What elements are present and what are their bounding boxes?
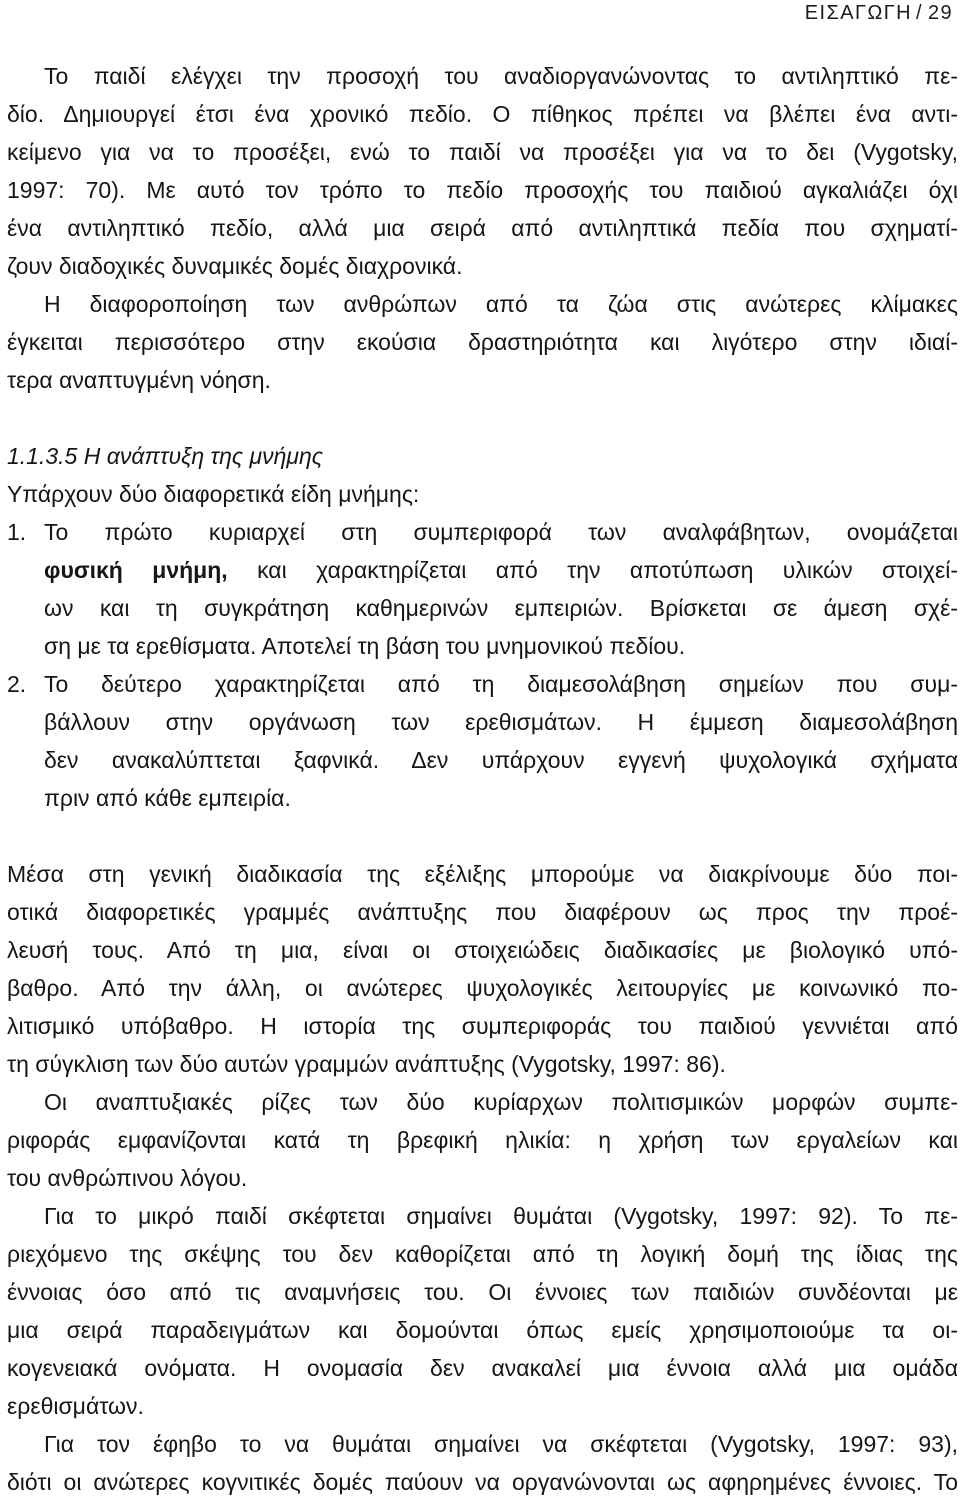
line-text: πριν από κάθε εμπειρία.	[44, 785, 291, 811]
line-text: ριφοράς εμφανίζονται κατά τη βρεφική ηλικία: η χρήση των εργαλείων και	[7, 1127, 958, 1153]
text-line	[7, 1463, 958, 1501]
line-text: ερεθισμάτων.	[7, 1393, 144, 1419]
text-line	[7, 1083, 958, 1121]
text-line	[7, 1235, 958, 1273]
line-text: Για το μικρό παιδί σκέφτεται σημαίνει θυμάται (Vygotsky, 1997: 92). Το πε-	[44, 1203, 958, 1229]
section-heading	[7, 437, 958, 475]
text-line	[7, 627, 958, 665]
text-line	[7, 1387, 958, 1425]
line-text: έννοιας όσο από τις αναμνήσεις του. Οι έννοιες των παιδιών συνδέονται με	[7, 1279, 958, 1305]
line-text: μια σειρά παραδειγμάτων και δομούνται όπως εμείς χρησιμοποιούμε τα οι-	[7, 1317, 958, 1343]
line-text: Το παιδί ελέγχει την προσοχή του αναδιοργανώνοντας το αντιληπτικό πε-	[44, 63, 958, 89]
line-text: Οι αναπτυξιακές ρίζες των δύο κυρίαρχων πολιτισμικών μορφών συμπε-	[44, 1089, 958, 1115]
text-line	[7, 171, 958, 209]
running-header-title: ΕΙΣΑΓΩΓΗ	[804, 2, 912, 24]
section-heading-text: 1.1.3.5 Η ανάπτυξη της μνήμης	[7, 443, 323, 469]
line-text	[44, 557, 958, 583]
text-line	[7, 1425, 958, 1463]
page-body	[7, 57, 958, 1501]
list-marker: 1.	[7, 519, 27, 545]
line-text: δεν ανακαλύπτεται ξαφνικά. Δεν υπάρχουν εγγενή ψυχολογικά σχήματα	[44, 747, 958, 773]
text-line	[7, 1159, 958, 1197]
text-line	[7, 589, 958, 627]
text-line	[7, 1007, 958, 1045]
page-number: 29	[927, 2, 953, 24]
text-line	[7, 57, 958, 95]
line-text: διότι οι ανώτερες κογνιτικές δομές παύουν να οργανώνονται ως αφηρημένες έννοιες. Το	[7, 1469, 958, 1495]
line-text: οτικά διαφορετικές γραμμές ανάπτυξης που διαφέρουν ως προς την προέ-	[7, 899, 958, 925]
text-line	[7, 931, 958, 969]
line-text: Για τον έφηβο το να θυμάται σημαίνει να σκέφτεται (Vygotsky, 1997: 93),	[44, 1431, 958, 1457]
line-text: κογενειακά ονόματα. Η ονομασία δεν ανακαλεί μια έννοια αλλά μια ομάδα	[7, 1355, 958, 1381]
text-line	[7, 551, 958, 589]
paragraph	[7, 855, 958, 1083]
blank-line	[7, 399, 958, 437]
line-text: λευσή τους. Από τη μια, είναι οι στοιχειώδεις διαδικασίες με βιολογικό υπό-	[7, 937, 958, 963]
line-text: ων και τη συγκράτηση καθημερινών εμπειριών. Βρίσκεται σε άμεση σχέ-	[44, 595, 958, 621]
text-line	[7, 95, 958, 133]
text-line	[7, 1197, 958, 1235]
line-text: τη σύγκλιση των δύο αυτών γραμμών ανάπτυξης (Vygotsky, 1997: 86).	[7, 1051, 726, 1077]
text-line	[7, 893, 958, 931]
key-term: φυσική μνήμη,	[44, 557, 228, 583]
text-line	[7, 703, 958, 741]
text-line	[7, 969, 958, 1007]
paragraph	[7, 1083, 958, 1197]
line-text: βάλλουν στην οργάνωση των ερεθισμάτων. Η έμμεση διαμεσολάβηση	[44, 709, 958, 735]
header-separator: /	[915, 2, 923, 24]
line-text: λιτισμικό υπόβαθρο. Η ιστορία της συμπεριφοράς του παιδιού γεννιέται από	[7, 1013, 958, 1039]
text-line	[7, 209, 958, 247]
text-line	[7, 133, 958, 171]
line-text-rest: και χαρακτηρίζεται από την αποτύπωση υλικών στοιχεί-	[257, 557, 958, 583]
text-line	[7, 247, 958, 285]
text-line	[7, 855, 958, 893]
line-text: Μέσα στη γενική διαδικασία της εξέλιξης μπορούμε να διακρίνουμε δύο ποι-	[7, 861, 958, 887]
list-marker: 2.	[7, 671, 27, 697]
section-intro-text: Υπάρχουν δύο διαφορετικά είδη μνήμης:	[7, 481, 420, 507]
text-line	[7, 1045, 958, 1083]
line-text: Η διαφοροποίηση των ανθρώπων από τα ζώα στις ανώτερες κλίμακες	[44, 291, 958, 317]
paragraph	[7, 1425, 958, 1501]
line-text: κείμενο για να το προσέξει, ενώ το παιδί να προσέξει για να το δει (Vygotsky,	[7, 139, 958, 165]
line-text: ζουν διαδοχικές δυναμικές δομές διαχρονικά.	[7, 253, 463, 279]
text-line	[7, 1311, 958, 1349]
line-text: βαθρο. Από την άλλη, οι ανώτερες ψυχολογικές λειτουργίες με κοινωνικό πο-	[7, 975, 958, 1001]
text-line	[7, 1349, 958, 1387]
line-text: ριεχόμενο της σκέψης του δεν καθορίζεται από τη λογική δομή της ίδιας της	[7, 1241, 958, 1267]
text-line	[7, 361, 958, 399]
paragraph	[7, 57, 958, 285]
text-line	[7, 323, 958, 361]
text-line	[7, 779, 958, 817]
line-text: ένα αντιληπτικό πεδίο, αλλά μια σειρά από αντιληπτικά πεδία που σχηματί-	[7, 215, 958, 241]
section-intro	[7, 475, 958, 513]
line-text: Το πρώτο κυριαρχεί στη συμπεριφορά των αναλφάβητων, ονομάζεται	[44, 519, 958, 545]
text-line	[7, 741, 958, 779]
line-text: Το δεύτερο χαρακτηρίζεται από τη διαμεσολάβηση σημείων που συμ-	[44, 671, 958, 697]
running-header	[805, 0, 953, 26]
line-text: έγκειται περισσότερο στην εκούσια δραστηριότητα και λιγότερο στην ιδιαί-	[7, 329, 958, 355]
list-item	[7, 513, 958, 665]
line-text: του ανθρώπινου λόγου.	[7, 1165, 248, 1191]
line-text: δίο. Δημιουργεί έτσι ένα χρονικό πεδίο. Ο πίθηκος πρέπει να βλέπει ένα αντι-	[7, 101, 958, 127]
text-line	[7, 1121, 958, 1159]
text-line	[7, 1273, 958, 1311]
line-text: ση με τα ερεθίσματα. Αποτελεί τη βάση του μνημονικού πεδίου.	[44, 633, 686, 659]
text-line	[7, 665, 958, 703]
list-item	[7, 665, 958, 817]
line-text: τερα αναπτυγμένη νόηση.	[7, 367, 271, 393]
text-line	[7, 285, 958, 323]
blank-line	[7, 817, 958, 855]
line-text: 1997: 70). Με αυτό τον τρόπο το πεδίο προσοχής του παιδιού αγκαλιάζει όχι	[7, 177, 958, 203]
paragraph	[7, 285, 958, 399]
text-line	[7, 513, 958, 551]
paragraph	[7, 1197, 958, 1425]
